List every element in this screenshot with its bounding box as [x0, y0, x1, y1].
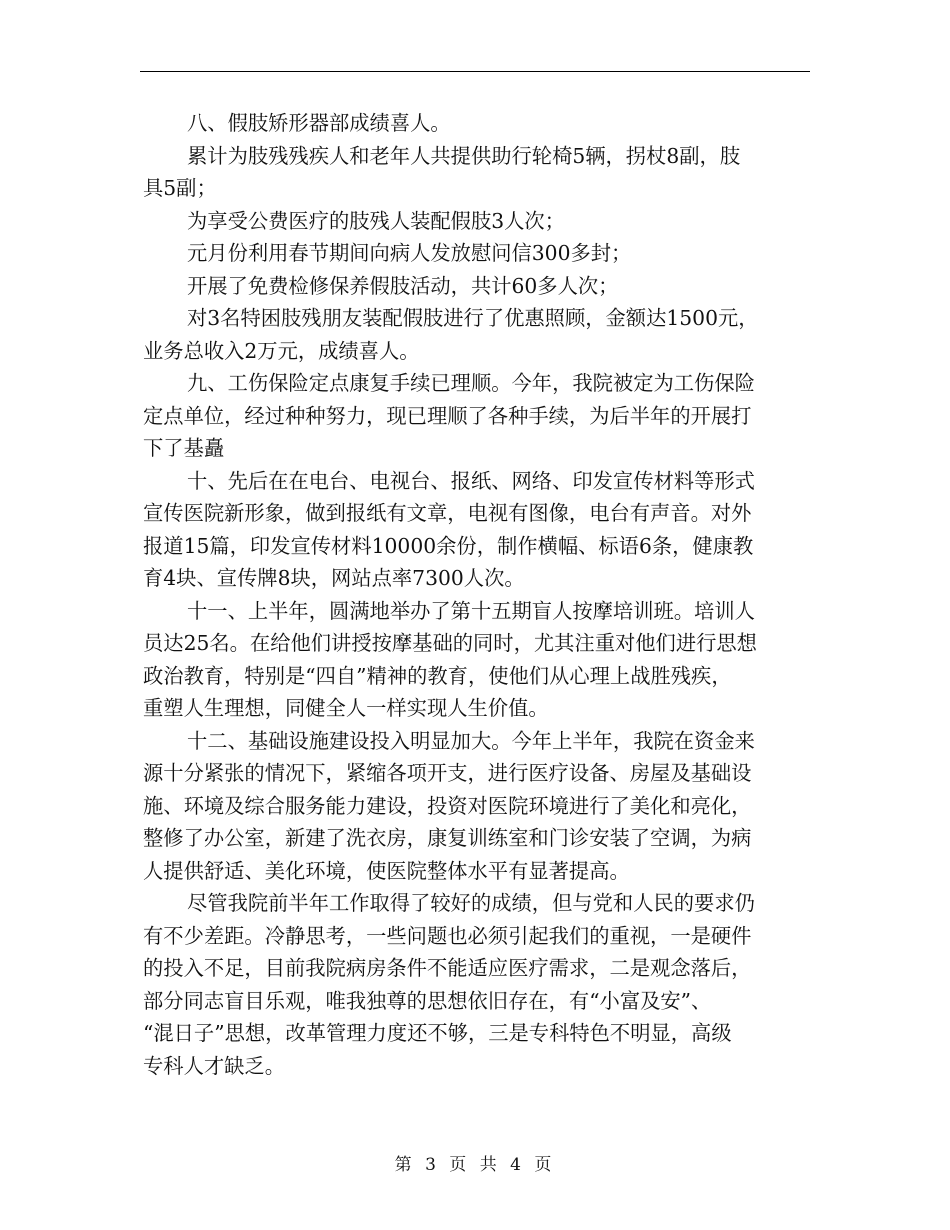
text-line: 重塑人生理想，同健全人一样实现人生价值。: [143, 696, 549, 720]
text-line: 定点单位，经过种种努力，现已理顺了各种手续，为后半年的开展打: [143, 403, 752, 428]
text-line: 人提供舒适、美化环境，使医院整体水平有显著提高。: [143, 858, 630, 883]
text-line: 施、环境及综合服务能力建设，投资对医院环境进行了美化和亮化，: [143, 793, 752, 818]
text-line: 开展了免费检修保养假肢活动，共计60多人次；: [187, 273, 619, 298]
text-line: 育4块、宣传牌8块，网站点率7300人次。: [143, 566, 525, 590]
text-line: 元月份利用春节期间向病人发放慰问信300多封；: [187, 241, 632, 265]
text-line: 宣传医院新形象，做到报纸有文章，电视有图像，电台有声音。对外: [143, 501, 752, 525]
text-line: 业务总收入2万元，成绩喜人。: [143, 338, 420, 363]
text-line: 八、假肢矫形器部成绩喜人。: [187, 111, 451, 135]
text-line: 专科人才缺乏。: [143, 1053, 285, 1078]
header-rule: [140, 71, 810, 72]
text-line: 十一、上半年，圆满地举办了第十五期盲人按摩培训班。培训人: [187, 598, 755, 623]
text-line: 九、工伤保险定点康复手续已理顺。今年，我院被定为工伤保险: [187, 371, 755, 395]
text-line: 下了基矗: [143, 436, 225, 460]
text-line: 的投入不足，目前我院病房条件不能适应医疗需求，二是观念落后，: [143, 956, 752, 980]
text-line: 累计为肢残残疾人和老年人共提供助行轮椅5辆，拐杖8副，肢: [187, 143, 741, 168]
text-line: 对3名特困肢残朋友装配假肢进行了优惠照顾，金额达1500元，: [187, 306, 759, 330]
text-line: “混日子”思想，改革管理力度还不够，三是专科特色不明显，高级: [143, 1021, 732, 1045]
text-line: 为享受公费医疗的肢残人装配假肢3人次；: [187, 208, 565, 233]
text-line: 员达25名。在给他们讲授按摩基础的同时，尤其注重对他们进行思想: [143, 631, 757, 655]
page-number: 第 3 页 共 4 页: [394, 1155, 556, 1175]
text-line: 尽管我院前半年工作取得了较好的成绩，但与党和人民的要求仍: [187, 891, 755, 915]
text-line: 有不少差距。冷静思考，一些问题也必须引起我们的重视，一是硬件: [143, 923, 752, 948]
text-line: 报道15篇，印发宣传材料10000余份，制作横幅、标语6条，健康教: [143, 533, 754, 558]
text-line: 政治教育，特别是“四自”精神的教育，使他们从心理上战胜残疾，: [143, 663, 732, 688]
text-line: 具5副；: [143, 176, 217, 200]
text-line: 整修了办公室，新建了洗衣房，康复训练室和门诊安装了空调，为病: [143, 826, 752, 850]
text-line: 十、先后在在电台、电视台、报纸、网络、印发宣传材料等形式: [187, 468, 755, 493]
text-line: 十二、基础设施建设投入明显加大。今年上半年，我院在资金来: [187, 728, 755, 753]
text-line: 部分同志盲目乐观，唯我独尊的思想依旧存在，有“小富及安”、: [143, 988, 712, 1013]
document-body: [143, 107, 805, 1082]
text-line: 源十分紧张的情况下，紧缩各项开支，进行医疗设备、房屋及基础设: [143, 761, 752, 785]
page-footer: [0, 1150, 950, 1175]
